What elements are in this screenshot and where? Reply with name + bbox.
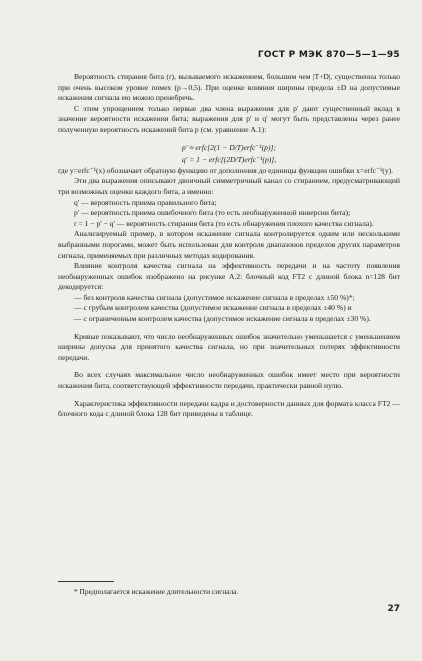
paragraph: Эти два выражения описывают двоичный симметричный канал со стиранием, предусматривающий три возможных оценки каждого бита, а именно: [58, 176, 400, 196]
spacer [58, 392, 400, 399]
paragraph: Вероятность стирания бита (r), вызываемого искажением, большим чем |T+D|, существенна только при очень высоком уровне помех (p→0,5). При оценке влияния ширины предела ±D на допустимые искажения сигнала ею можно пренебречь. [58, 72, 400, 103]
spacer [58, 136, 400, 143]
list-item: — без контроля качества сигнала (допустимое искажение сигнала в пределах ±50 %)*; [74, 292, 355, 302]
list-item: — с грубым контролем качества (допустимое искажение сигнала в пределах ±40 %) и [74, 303, 352, 313]
list-item: — с ограниченным контролем качества (допустимое искажение сигнала в пределах ±30 %). [74, 314, 371, 324]
main-text [58, 72, 400, 420]
formula-p-prime: p' ≈ erfc[2(1 − D/T)erfc⁻¹(p)]; [182, 142, 276, 152]
spacer [58, 363, 400, 370]
list-item: q' — вероятность приема правильного бита; [74, 197, 217, 207]
spacer [58, 325, 400, 332]
footnote: * Предполагается искажение длительности сигнала. [74, 587, 239, 596]
list-item: p' — вероятность приема ошибочного бита (то есть необнаруженной инверсии бита); [74, 208, 351, 218]
paragraph: С этим упрощением только первые два члена выражения для p' дают существенный вклад в значение вероятности искажения бита; выражения для p' и q' могут быть представлены через ранее полученную вероятность искажений бита p (см. уравнение А.1): [58, 103, 400, 134]
paragraph: Во всех случаях максимальное число необнаруженных ошибок имеет место при вероятности искажения бита, соответствующей эффективности передачи, практически равной нулю. [58, 370, 400, 391]
paragraph: Влияние контроля качества сигнала на эффективность передачи и на частоту появления необнаруженных ошибок изображено на рисунке А.2: блочный код FT2 с длиной блока n=128 бит декодируется: [58, 261, 400, 292]
footnote-divider [58, 581, 114, 582]
formula-q-prime: q' = 1 − erfc[(2D/T)erfc⁻¹(p)], [181, 155, 277, 165]
paragraph: Характеристика эффективности передачи кадра и достоверности данных для формата класса FT2 — блочного кода с длиной блока 128 бит приведены в таблице. [58, 398, 400, 419]
paragraph: Анализируемый пример, в котором искажение сигнала контролируется одним или несколькими выбранными порогами, может быть использован для контроля диапазонов пределов других параметров сигнала, применяемых при различных методах кодирования. [58, 229, 400, 260]
paragraph: где y=erfc⁻¹(x) обозначает обратную функцию от дополнения до единицы функции ошибки x=erfc⁻¹(y). [58, 165, 394, 175]
paragraph: Кривые показывают, что число необнаруженных ошибок значительно уменьшается с уменьшением ширины допуска для принятого качества сигнала, но при значительных потерях эффективности передачи. [58, 331, 400, 362]
list-item: r = 1 − p' − q' — вероятность стирания бита (то есть обнаружения плохого качества сигнала). [74, 218, 374, 228]
standard-header: ГОСТ Р МЭК 870—5—1—95 [257, 50, 400, 60]
page-number: 27 [387, 604, 400, 614]
